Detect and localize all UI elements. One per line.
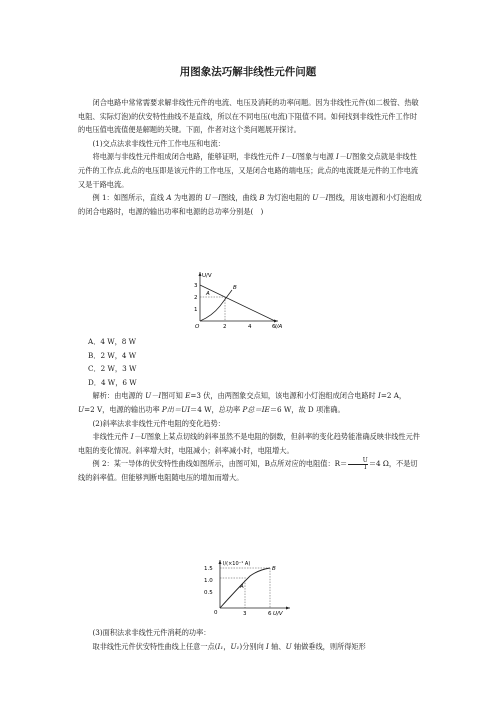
figure-1-label-b: B	[233, 285, 237, 291]
figure-2-x-label: U/V	[273, 611, 283, 617]
section-2-paragraph: 非线性元件 I－U图象上某点切线的斜率虽然不是电阻的倒数，但斜率的变化趋势能准确反映非线性元件电阻的变化情况。斜率增大时，电阻减小；斜率减小时，电阻增大。	[78, 432, 420, 455]
section-top	[78, 96, 422, 218]
figure-2-y-tick: 1.0	[204, 578, 213, 584]
figure-1-y-tick: 1	[194, 307, 198, 313]
option-c: C．2 W，3 W	[88, 364, 137, 374]
figure-1-label-a: A	[206, 291, 210, 297]
figure-1-y-tick: 2	[194, 295, 198, 301]
section-3-paragraph: 取非线性元件伏安特性曲线上任意一点(I₁，U₁)分别向 I 轴、U 轴做垂线，则所得矩形	[92, 641, 366, 651]
figure-1-y-tick: 3	[194, 283, 198, 289]
figure-1-x-tick: 6	[272, 324, 276, 330]
figure-1-x-tick: 2	[223, 324, 227, 330]
line-a	[200, 285, 275, 321]
figure-2-label-b: B	[272, 566, 276, 572]
figure-2-x-tick: 6	[268, 611, 272, 617]
solution-paragraph: 解析：由电源的 U－I图可知 E=3 伏，由两图象交点知，该电源和小灯泡组成闭合电路时 I=2 A，U=2 V，电源的输出功率 P出＝UI＝4 W，总功率 P总＝IE＝6 W，故 D 项准确。	[78, 391, 407, 414]
figure-1-x-tick: 4	[248, 324, 252, 330]
option-d: D．4 W，6 W	[88, 377, 137, 387]
figure-2-y-tick: 0.5	[204, 590, 213, 596]
option-b: B．2 W，4 W	[88, 350, 137, 360]
section-1-heading: (1)交点法求非线性元件工作电压和电流：	[92, 138, 225, 148]
section-2-heading: (2)斜率法求非线性元件电阻的变化趋势：	[92, 418, 225, 428]
figure-2-x-arrow	[286, 607, 290, 610]
figure-2-origin: 0	[214, 610, 218, 616]
option-a: A．4 W，8 W	[88, 337, 137, 346]
figure-1-y-label: U/V	[202, 273, 212, 279]
figure-1-origin: O	[195, 324, 200, 330]
example-2-paragraph: 例 2：某一导体的伏安特性曲线如图所示，由图可知，B点所对应的电阻值：R＝ $\frac{U}{I}$ ＝4 Ω，不是切线的斜率值。但能够判断电阻随电压的增加而增大。	[78, 456, 418, 482]
section-3-heading: (3)面积法求非线性元件消耗的功率：	[92, 628, 211, 637]
figure-2-x-tick: 3	[243, 611, 247, 617]
figure-1	[186, 268, 286, 332]
document-title: 用图象法巧解非线性元件问题	[179, 66, 317, 78]
intro-paragraph: 闭合电路中常常需要求解非线性元件的电流、电压及消耗的功率问题。因为非线性元件(如二极管、热敏电阻、实际灯泡)的伏安特性曲线不是直线，所以在不同电压(电流)下阻值不同。如何找到非线性元件工作时的电压值电流值便是解题的关键。下面，作者对这个类问题展开探讨。	[78, 98, 419, 135]
figure-2-y-label: I/(×10⁻¹ A)	[223, 561, 251, 567]
figure-2	[198, 556, 298, 618]
fraction-u-over-i: $\frac{U}{I}$	[348, 458, 368, 471]
figure-1-x-label: I/A	[275, 324, 283, 330]
curve-b	[200, 290, 232, 321]
figure-2-y-tick: 1.5	[204, 566, 213, 572]
example-1-question: 例 1：如图所示，直线 A 为电源的 U－I图线，曲线 B 为灯泡电阻的 U－I图线，用该电源和小灯泡组成的闭合电路时，电源的输出功率和电源的总功率分别是( )	[78, 193, 422, 216]
section-1-paragraph: 将电源与非线性元件组成闭合电路，能够证明，非线性元件 I－U图象与电源 I－U图象交点就是非线性元件的工作点.此点的电压即是该元件的工作电压，又是闭合电路的端电压；此点的电流既是元件的工作电流又是干路电流。	[78, 152, 419, 189]
section-bottom	[78, 626, 422, 653]
section-mid	[78, 335, 422, 485]
figure-2-label-a: A	[240, 584, 244, 590]
figure-2-y-arrow	[219, 560, 222, 564]
